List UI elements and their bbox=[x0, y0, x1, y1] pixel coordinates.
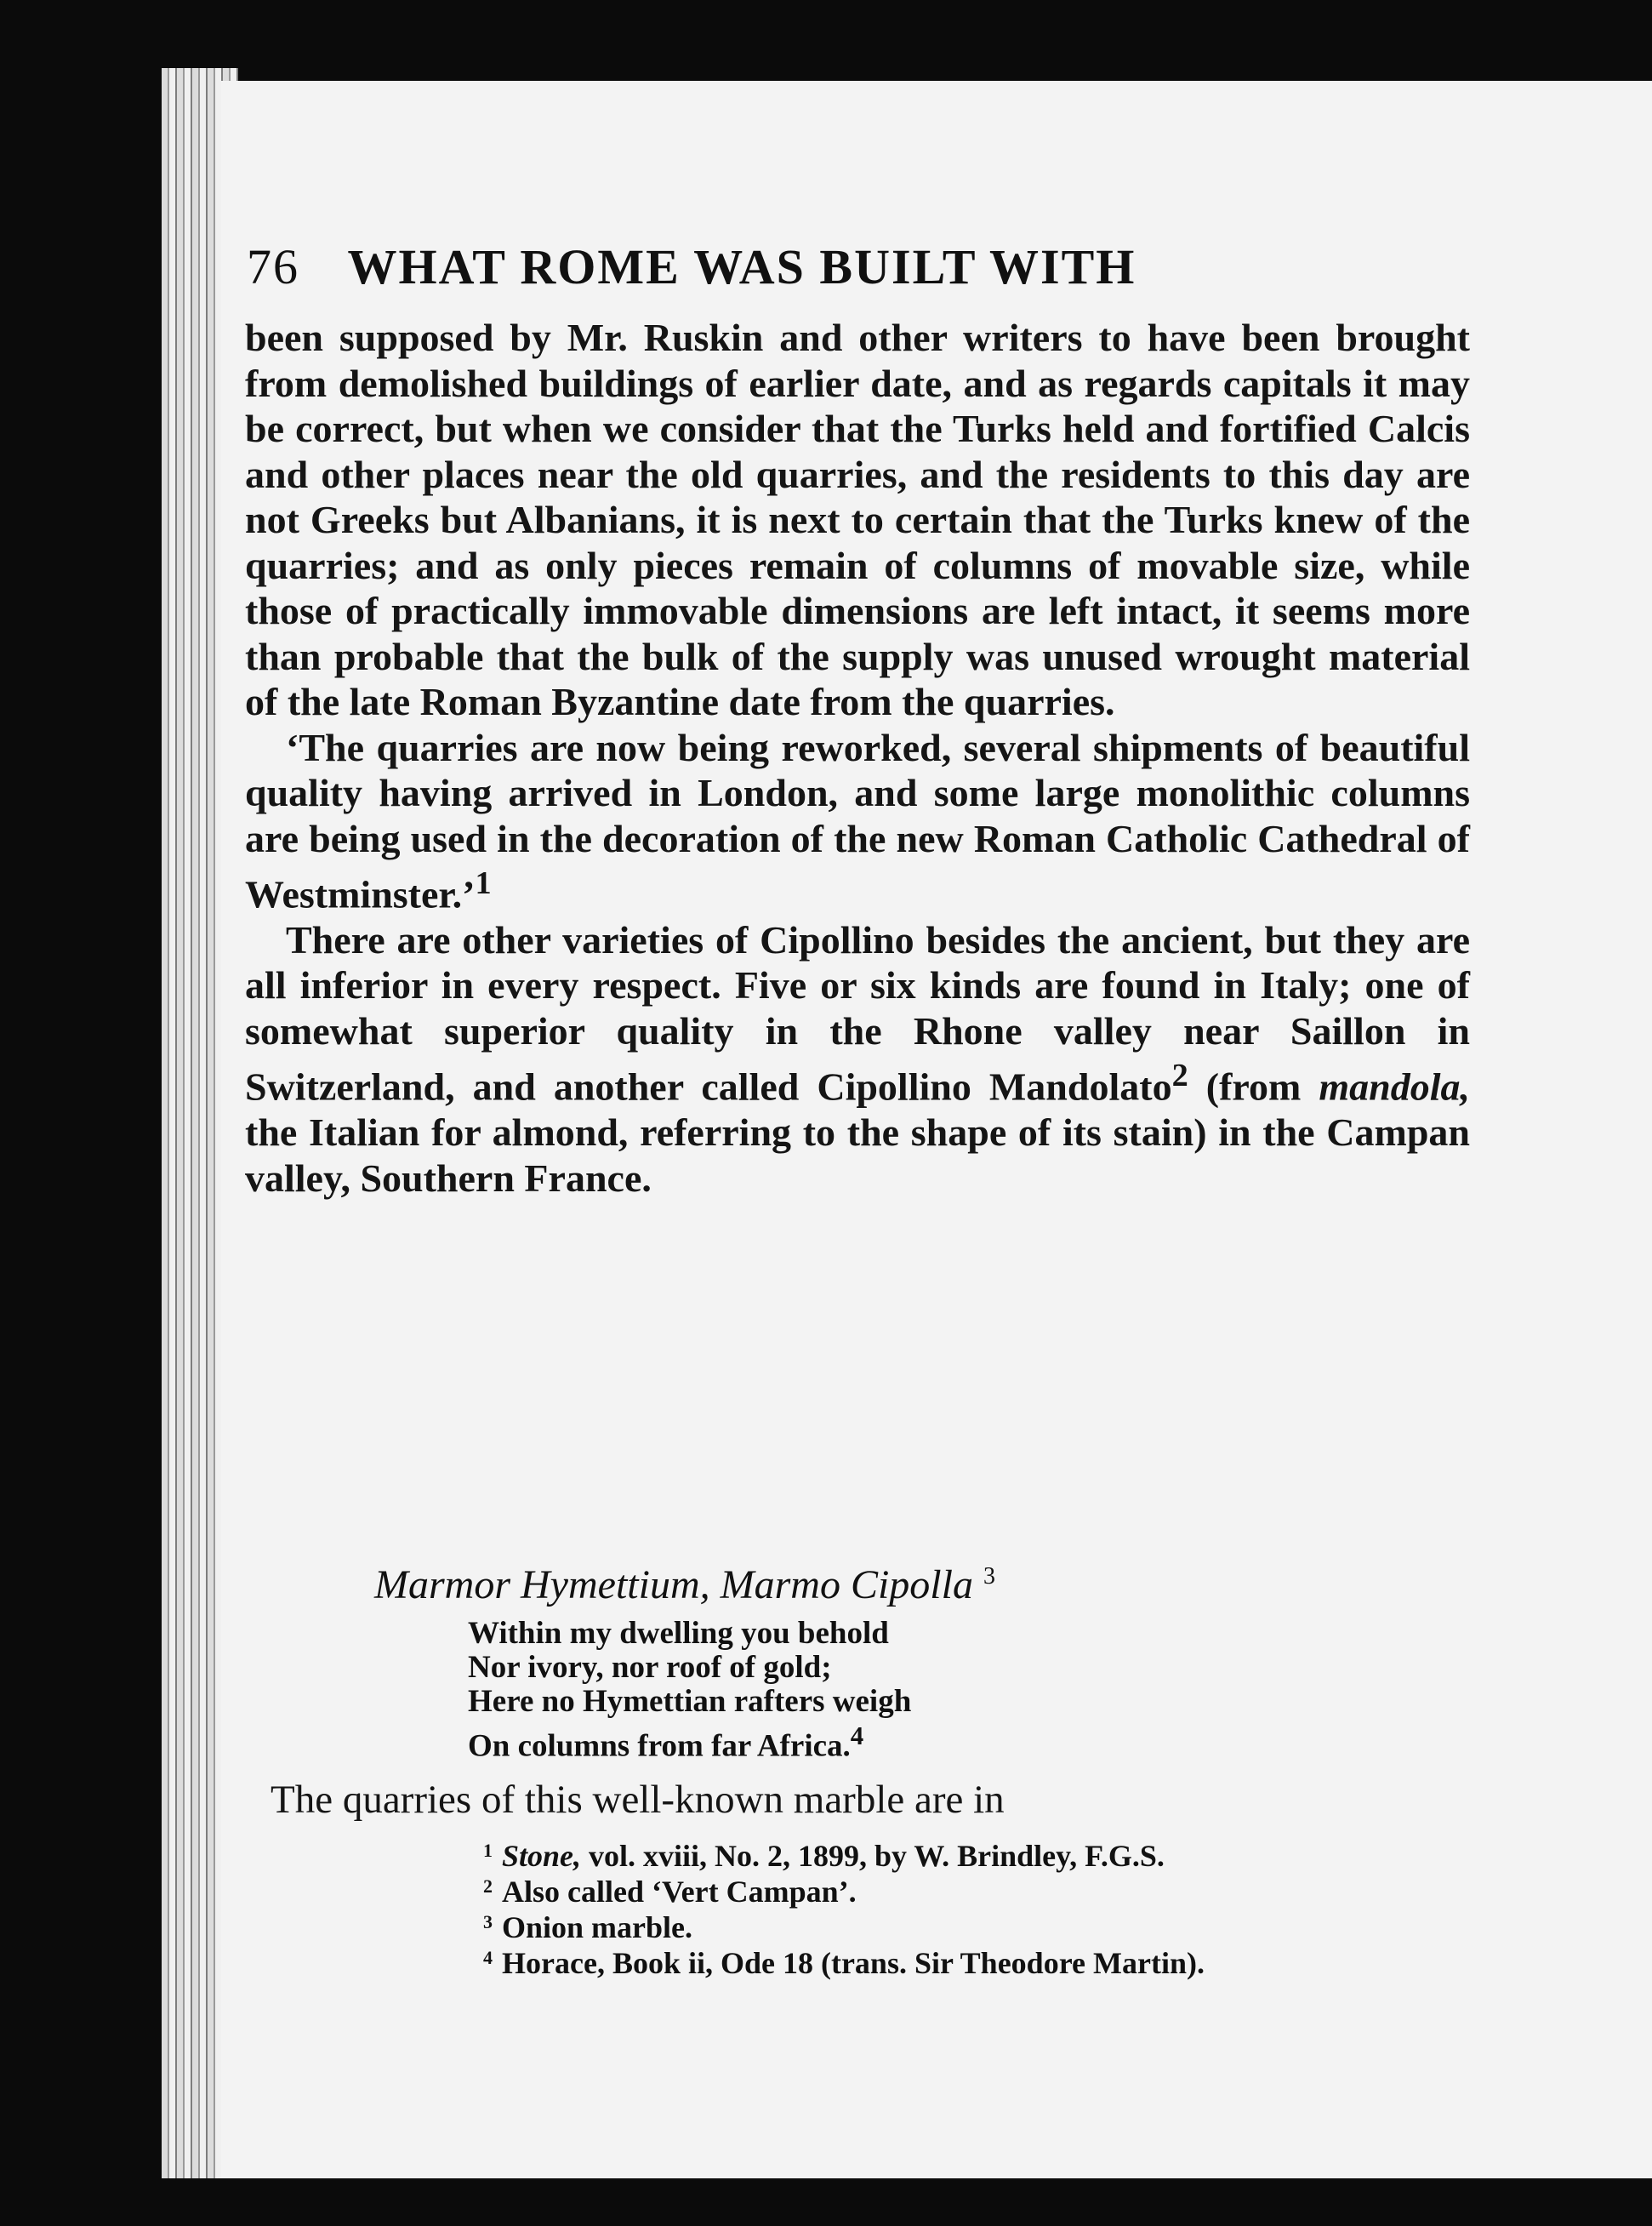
continuation-text: The quarries of this well-known marble are in bbox=[271, 1778, 1005, 1822]
footnote bbox=[483, 1838, 1480, 1874]
paragraph-2-text: ‘The quarries are now being reworked, several shipments of beautiful quality having arrived in London, and some large monolithic columns are being used in the decoration of the new Roman Catholic Cathedral of Westminster.’ bbox=[245, 725, 1470, 916]
page-number: 76 bbox=[247, 239, 299, 294]
paragraph-1: been supposed by Mr. Ruskin and other writers to have been brought from demolished buildings of earlier date, and as regards capitals it may be correct, but when we consider that the Turks held and fortified Calcis and other places near the old quarries, and the residents to this day are not Greeks but Albanians, it is next to certain that the Turks knew of the quarries; and as only pieces remain of columns of movable size, while those of practically immovable dimensions are left intact, it seems more than probable that the bulk of the supply was unused wrought material of the late Roman Byzantine date from the quarries. bbox=[245, 316, 1470, 723]
footnote bbox=[483, 1945, 1480, 1981]
poem-line bbox=[468, 1719, 1233, 1763]
footnote-text: vol. xviii, No. 2, 1899, by W. Brindley, F.G.S. bbox=[581, 1839, 1165, 1873]
footnote-mark: 4 bbox=[483, 1947, 493, 1968]
footnote-mark: 3 bbox=[483, 1911, 493, 1932]
footnote bbox=[483, 1874, 1480, 1909]
running-title: WHAT ROME WAS BUILT WITH bbox=[347, 239, 1136, 294]
poem-line: Nor ivory, nor roof of gold; bbox=[468, 1650, 832, 1685]
poem-line: Within my dwelling you behold bbox=[468, 1616, 889, 1651]
poem-line-text: On columns from far Africa. bbox=[468, 1728, 851, 1764]
footnote-text: Horace, Book ii, Ode 18 (trans. Sir Theodore Martin). bbox=[502, 1946, 1205, 1980]
running-head bbox=[247, 238, 1421, 295]
footnote-ref-3: 3 bbox=[983, 1563, 995, 1590]
poem-line: Here no Hymettian rafters weigh bbox=[468, 1684, 912, 1719]
footnote-text: Onion marble. bbox=[502, 1910, 693, 1944]
paragraph-3-italic: mandola, bbox=[1319, 1064, 1471, 1109]
footnote-ref-2: 2 bbox=[1171, 1058, 1188, 1094]
footnote-mark: 2 bbox=[483, 1875, 493, 1897]
footnote-italic: Stone, bbox=[502, 1839, 582, 1873]
footnotes bbox=[483, 1838, 1480, 1981]
paragraph-3-text-c: the Italian for almond, referring to the shape of its stain) in the Campan valley, Southern France. bbox=[245, 1110, 1470, 1200]
footnote bbox=[483, 1909, 1480, 1945]
footnote-ref-4: 4 bbox=[850, 1721, 864, 1750]
poem-quote bbox=[468, 1617, 1233, 1763]
paragraph-3-text-b: (from bbox=[1188, 1064, 1319, 1109]
section-heading bbox=[374, 1561, 1395, 1608]
footnote-text: Also called ‘Vert Campan’. bbox=[502, 1875, 857, 1909]
footnote-mark: 1 bbox=[483, 1840, 493, 1861]
paragraph-3 bbox=[245, 917, 1470, 1201]
footnote-ref-1: 1 bbox=[475, 865, 492, 901]
body-text bbox=[245, 315, 1470, 1201]
paragraph-3-text-a: There are other varieties of Cipollino besides the ancient, but they are all inferior in every respect. Five or six kinds are found in Italy; one of somewhat superior quality in the Rhone valley near Saillon in Switzerland, and another called Cipollino Mandolato bbox=[245, 917, 1470, 1109]
section-heading-text: Marmor Hymettium, Marmo Cipolla bbox=[374, 1562, 973, 1607]
paragraph-2 bbox=[245, 725, 1470, 917]
